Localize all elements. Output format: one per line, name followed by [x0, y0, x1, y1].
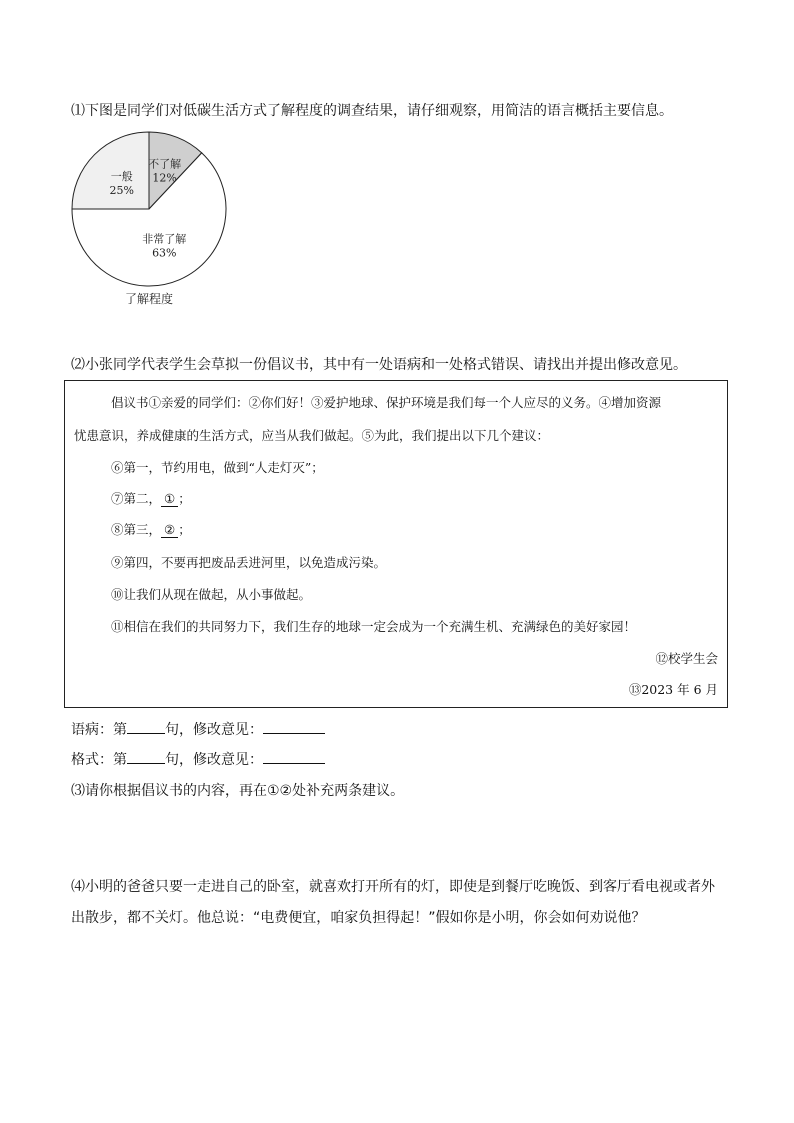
- proposal-line-5: [111, 521, 191, 539]
- pie-label-2: 一般: [110, 169, 133, 183]
- proposal-line-5-prefix: ⑧第三，: [111, 522, 162, 537]
- proposal-line-3: ⑥第一，节约用电，做到“人走灯灭”；: [111, 460, 324, 475]
- format-suggestion-blank[interactable]: [263, 749, 325, 764]
- pie-label-0: 不了解: [148, 157, 182, 171]
- proposal-line-6: ⑨第四，不要再把废品丢进河里，以免造成污染。: [111, 555, 387, 570]
- question-4-line-1: ⑷小明的爸爸只要一走进自己的卧室，就喜欢打开所有的灯，即使是到餐厅吃晚饭、到客厅看电视或者外: [71, 879, 715, 895]
- pie-chart: [70, 128, 230, 313]
- pie-title: 了解程度: [124, 292, 174, 306]
- proposal-box: [64, 380, 728, 708]
- question-2-text: ⑵小张同学代表学生会草拟一份倡议书，其中有一处语病和一处格式错误、请找出并提出修改意见。: [71, 357, 687, 373]
- question-1-text: ⑴下图是同学们对低碳生活方式了解程度的调查结果，请仔细观察，用简洁的语言概括主要信息。: [71, 103, 673, 119]
- format-sentence-blank[interactable]: [127, 749, 165, 764]
- proposal-line-4: [111, 490, 191, 508]
- proposal-line-5-suffix: ；: [178, 522, 191, 537]
- format-mid-label: 句，修改意见：: [165, 752, 263, 768]
- proposal-line-4-suffix: ；: [178, 491, 191, 506]
- pie-chart-svg: [70, 128, 230, 313]
- pie-value-label-1: 63%: [152, 246, 177, 260]
- proposal-line-2: 忧患意识，养成健康的生活方式，应当从我们做起。⑤为此，我们提出以下几个建议：: [74, 428, 550, 443]
- pie-value-label-0: 12%: [152, 171, 177, 185]
- proposal-date: ⑬2023 年 6 月: [628, 682, 718, 697]
- proposal-line-4-prefix: ⑦第二，: [111, 491, 162, 506]
- proposal-line-7: ⑩让我们从现在做起，从小事做起。: [111, 587, 312, 602]
- grammar-sentence-blank[interactable]: [127, 719, 165, 734]
- pie-label-1: 非常了解: [142, 232, 187, 246]
- proposal-blank-1: ①: [161, 491, 178, 507]
- question-3-text: ⑶请你根据倡议书的内容，再在①②处补充两条建议。: [71, 783, 405, 799]
- question-4-line-2: 出散步，都不关灯。他总说：“电费便宜，咱家负担得起！”假如你是小明，你会如何劝说他？: [71, 910, 646, 926]
- format-answer-line: [71, 749, 325, 770]
- proposal-blank-2: ②: [161, 522, 178, 538]
- grammar-label: 语病：第: [71, 722, 127, 738]
- format-label: 格式：第: [71, 752, 127, 768]
- pie-value-label-2: 25%: [109, 183, 135, 197]
- grammar-mid-label: 句，修改意见：: [165, 722, 263, 738]
- grammar-answer-line: [71, 719, 325, 740]
- proposal-signature: ⑫校学生会: [655, 651, 718, 666]
- grammar-suggestion-blank[interactable]: [263, 719, 325, 734]
- proposal-line-1: 倡议书①亲爱的同学们：②你们好！③爱护地球、保护环境是我们每一个人应尽的义务。④增加资源: [111, 395, 662, 410]
- proposal-line-8: ⑪相信在我们的共同努力下，我们生存的地球一定会成为一个充满生机、充满绿色的美好家园！: [111, 619, 637, 634]
